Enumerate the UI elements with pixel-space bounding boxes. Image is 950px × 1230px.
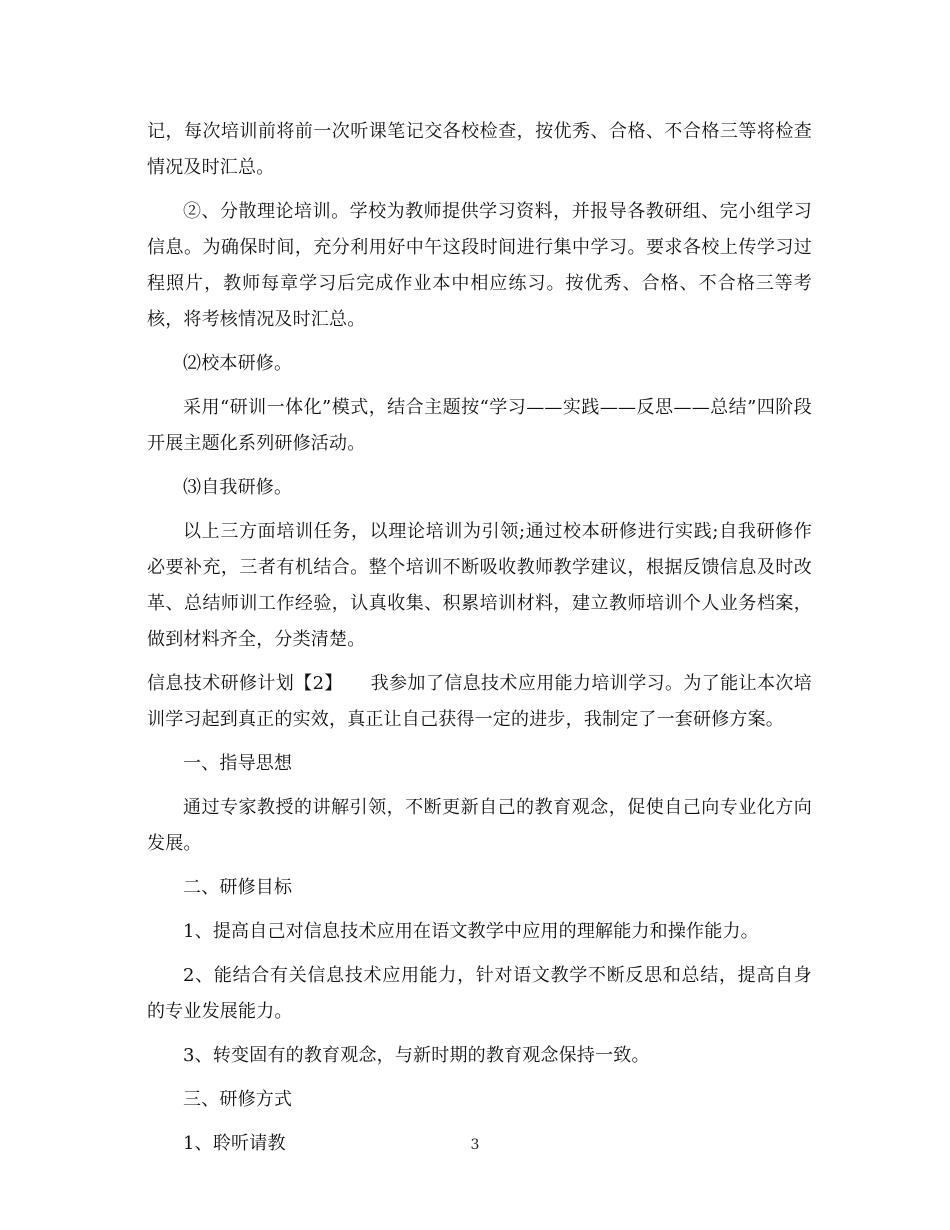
paragraph: ②、分散理论培训。学校为教师提供学习资料，并报导各教研组、完小组学习信息。为确保时间，充分利用好中午这段时间进行集中学习。要求各校上传学习过程照片，教师每章学习后完成作业本中相应练习。按优秀、合格、不合格三等考核，将考核情况及时汇总。 [147, 201, 812, 330]
section-heading: 三、研修方式 [183, 1089, 293, 1110]
section-heading: ⑶自我研修。 [183, 477, 293, 498]
section-heading: 二、研修目标 [183, 877, 293, 898]
list-item: 1、提高自己对信息技术应用在语文教学中应用的理解能力和操作能力。 [183, 921, 759, 942]
page-number: 3 [470, 1137, 480, 1153]
section-heading: ⑵校本研修。 [183, 353, 293, 374]
paragraph: 信息技术研修计划【2】 我参加了信息技术应用能力培训学习。为了能让本次培训学习起到真正的实效，真正让自己获得一定的进步，我制定了一套研修方案。 [147, 673, 812, 730]
document-body [147, 114, 812, 1170]
paragraph: 通过专家教授的讲解引领，不断更新自己的教育观念，促使自己向专业化方向发展。 [147, 797, 812, 854]
section-heading: 一、指导思想 [183, 753, 293, 774]
list-item: 3、转变固有的教育观念，与新时期的教育观念保持一致。 [183, 1045, 650, 1066]
list-item: 2、能结合有关信息技术应用能力，针对语文教学不断反思和总结，提高自身的专业发展能力。 [147, 965, 812, 1022]
paragraph: 记，每次培训前将前一次听课笔记交各校检查，按优秀、合格、不合格三等将检查情况及时汇总。 [147, 121, 812, 178]
list-item: 1、聆听请教 [183, 1133, 286, 1154]
paragraph: 采用“研训一体化”模式，结合主题按“学习——实践——反思——总结”四阶段开展主题化系列研修活动。 [147, 397, 812, 454]
paragraph: 以上三方面培训任务，以理论培训为引领;通过校本研修进行实践;自我研修作必要补充，三者有机结合。整个培训不断吸收教师教学建议，根据反馈信息及时改革、总结师训工作经验，认真收集、积累培训材料，建立教师培训个人业务档案，做到材料齐全，分类清楚。 [147, 521, 812, 650]
